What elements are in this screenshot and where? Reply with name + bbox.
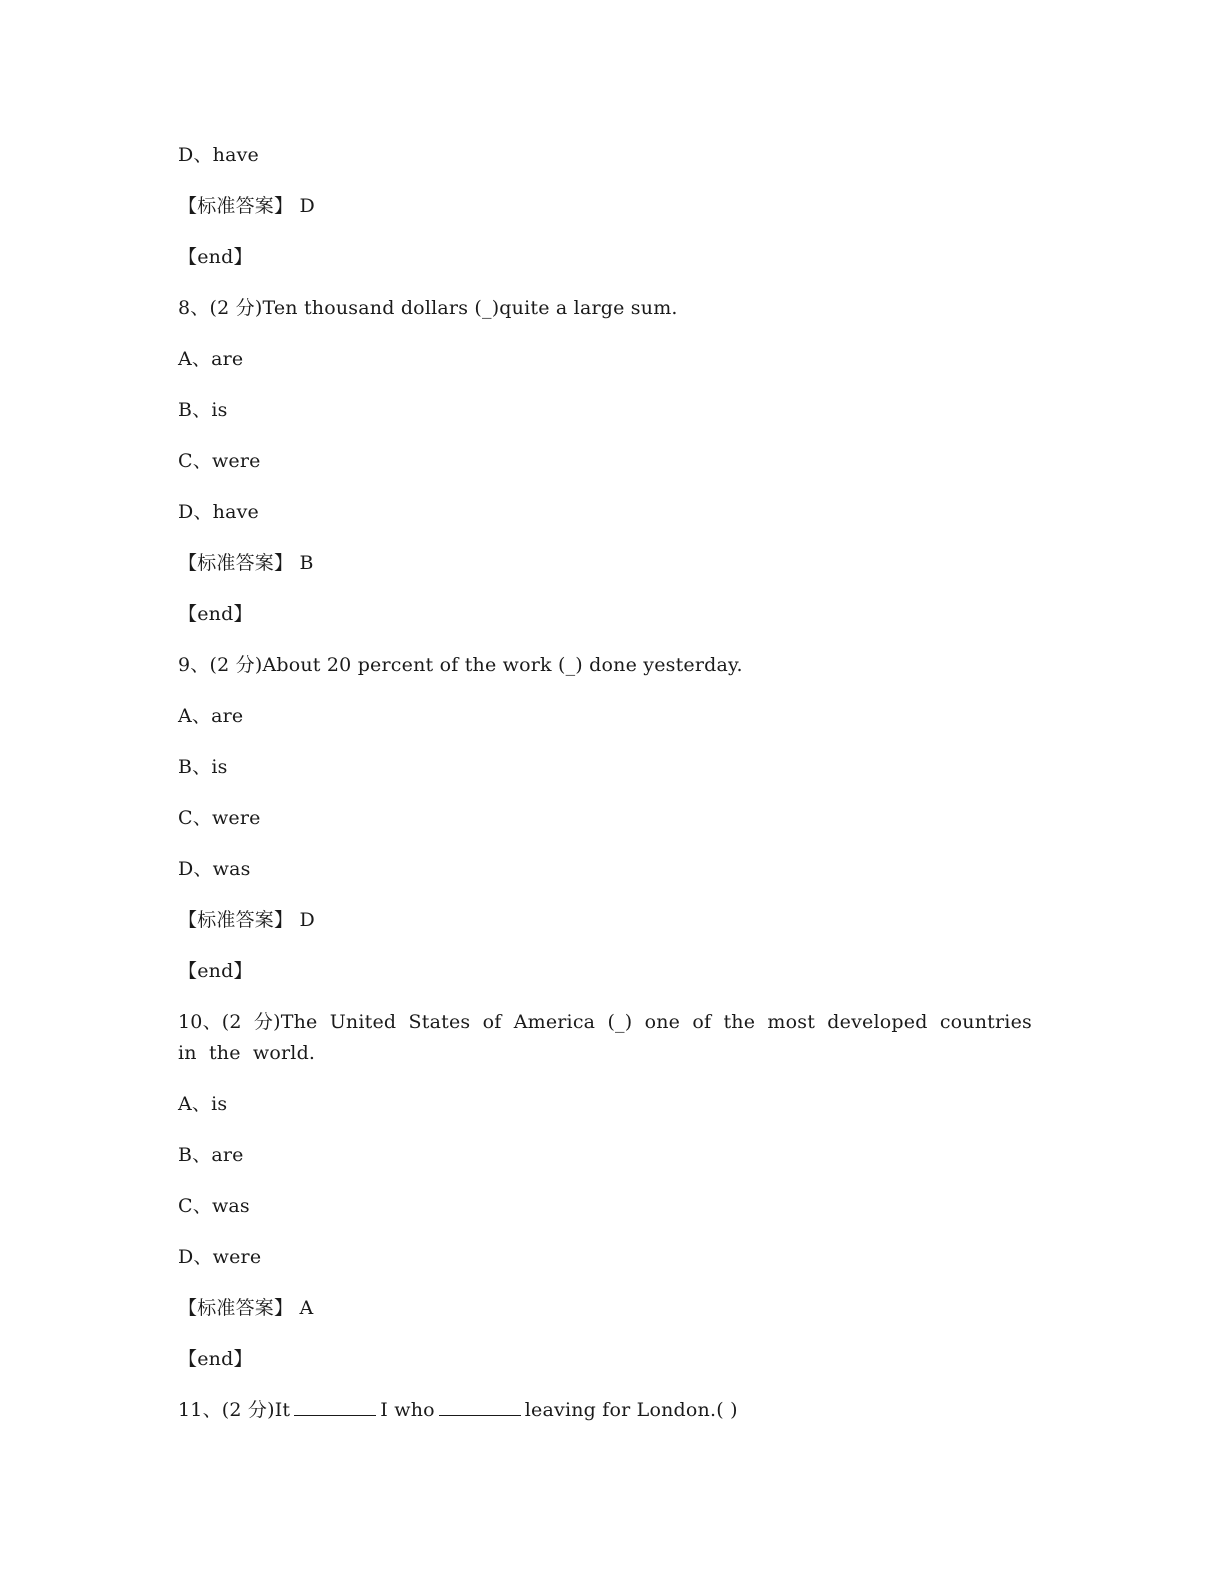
answer-value: B [299, 552, 314, 574]
q8-option-a: A、are [178, 348, 244, 370]
q8-end-marker: 【end】 [178, 603, 253, 625]
q8-stem: 8、(2 分)Ten thousand dollars (_)quite a large sum. [178, 297, 678, 319]
q10-option-c: C、was [178, 1195, 250, 1217]
fill-blank [439, 1397, 521, 1416]
q7-answer [178, 191, 1038, 222]
q9-option-b: B、is [178, 756, 228, 778]
q10-answer [178, 1293, 1038, 1324]
q11-stem-part3: leaving for London.( ) [524, 1399, 738, 1421]
answer-value: D [299, 909, 315, 931]
answer-value: D [299, 195, 315, 217]
q11-stem-part1: 11、(2 分)It [178, 1399, 291, 1421]
q8-option-b: B、is [178, 399, 228, 421]
fill-blank [294, 1397, 376, 1416]
answer-value: A [299, 1297, 314, 1319]
answer-label: 【标准答案】 [178, 552, 294, 574]
q8-option-d: D、have [178, 501, 259, 523]
q7-option-d: D、have [178, 144, 259, 166]
q9-option-a: A、are [178, 705, 244, 727]
q10-option-a: A、is [178, 1093, 228, 1115]
q7-end-marker: 【end】 [178, 246, 253, 268]
q8-option-c: C、were [178, 450, 261, 472]
q11-stem-part2: I who [380, 1399, 435, 1421]
answer-label: 【标准答案】 [178, 1297, 294, 1319]
q11-stem [178, 1395, 1038, 1426]
q9-answer [178, 905, 1038, 936]
q10-stem: 10、(2 分)The United States of America (_) one of the most developed countries in the world. [178, 1011, 1032, 1064]
q8-answer [178, 548, 1038, 579]
q9-stem: 9、(2 分)About 20 percent of the work (_) done yesterday. [178, 654, 743, 676]
q10-option-b: B、are [178, 1144, 244, 1166]
q10-end-marker: 【end】 [178, 1348, 253, 1370]
answer-label: 【标准答案】 [178, 909, 294, 931]
q10-option-d: D、were [178, 1246, 262, 1268]
document-page [178, 140, 1038, 1446]
q9-end-marker: 【end】 [178, 960, 253, 982]
q9-option-c: C、were [178, 807, 261, 829]
answer-label: 【标准答案】 [178, 195, 294, 217]
q9-option-d: D、was [178, 858, 251, 880]
